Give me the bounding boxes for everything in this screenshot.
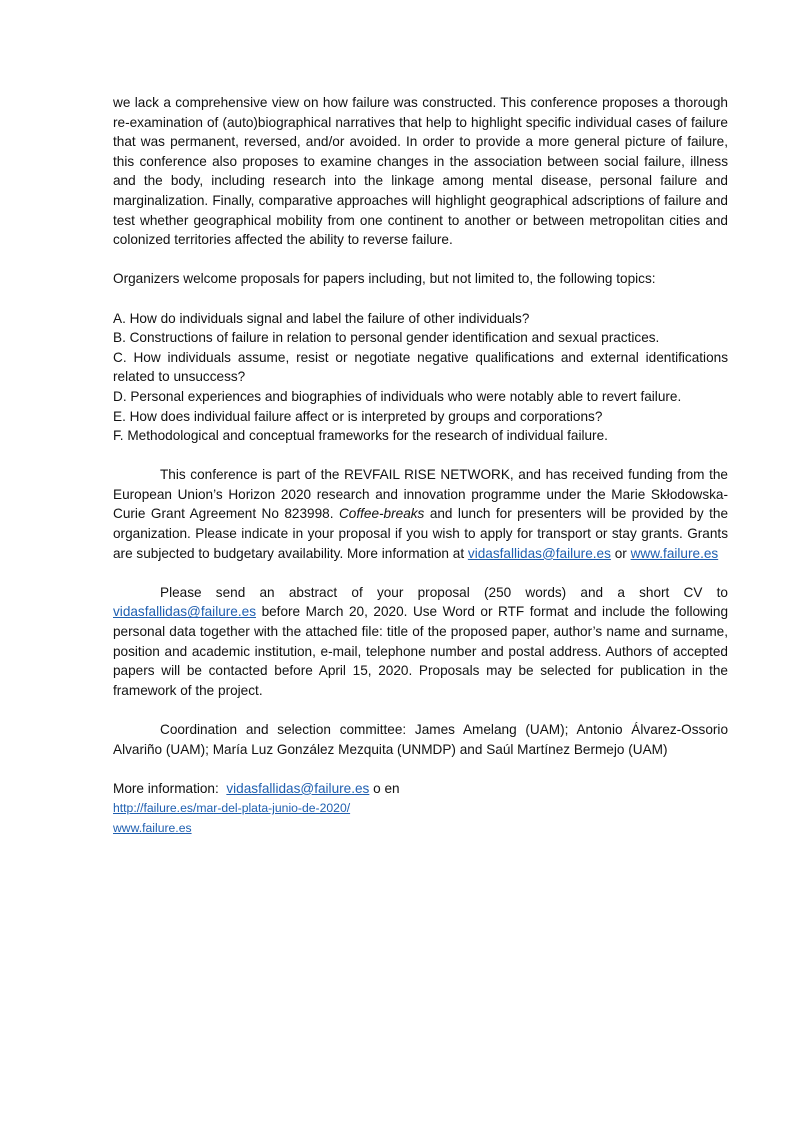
topic-item: D. Personal experiences and biographies of individuals who were notably able to revert failure. [113,388,682,404]
intro-paragraph: we lack a comprehensive view on how failure was constructed. This conference proposes a thorough re-examination of (auto)biographical narratives that help to highlight specific individual cases of failure that was permanent, reversed, and/or avoided. In order to provide a more general picture of failure, this conference also proposes to examine changes in the association between social failure, illness and the body, including research into the linkage among mental disease, personal failure and marginalization. Finally, comparative approaches will highlight geographical adscriptions of failure and test whether geographical mobility from one continent to another or between metropolitan cities and colonized territories affected the ability to reverse failure. [113,95,728,248]
website-link[interactable]: www.failure.es [630,545,719,561]
submission-text: Please send an abstract of your proposal (250 words) and a short CV to [160,584,728,600]
document-page [113,93,728,838]
event-url-link[interactable]: http://failure.es/mar-del-plata-junio-de-2020/ [113,801,351,816]
more-info-line [113,779,728,799]
topic-item: B. Constructions of failure in relation to personal gender identification and sexual practices. [113,330,660,346]
topic-item: F. Methodological and conceptual frameworks for the research of individual failure. [113,428,608,444]
topic-item: C. How individuals assume, resist or negotiate negative qualifications and external identifications related to unsuccess? [113,349,728,385]
more-info-block [113,779,728,838]
topics-list [113,309,728,446]
committee-paragraph: Coordination and selection committee: James Amelang (UAM); Antonio Álvarez-Ossorio Alvariño (UAM); María Luz González Mezquita (UNMDP) and Saúl Martínez Bermejo (UAM) [113,722,728,757]
topics-intro: Organizers welcome proposals for papers including, but not limited to, the following topics: [113,271,656,287]
topic-item: A. How do individuals signal and label the failure of other individuals? [113,310,530,326]
coffee-breaks-text: Coffee-breaks [338,506,425,522]
more-info-connector: o en [373,780,400,796]
more-info-website-link[interactable]: www.failure.es [113,820,192,835]
or-text: or [614,545,627,561]
funding-paragraph [113,465,728,563]
topic-item: E. How does individual failure affect or is interpreted by groups and corporations? [113,408,603,424]
funding-text-continued: and lunch for presenters will be provided by the organization. Please indicate in your proposal if you wish to apply for transport or stay grants. Grants are subjected to budgetary availability. More information at [113,506,729,561]
submission-text-continued: before March 20, 2020. Use Word or RTF format and include the following personal data together with the attached file: title of the proposed paper, author’s name and surname, position and academic institution, e-mail, telephone number and postal address. Authors of accepted papers will be contacted before April 15, 2020. Proposals may be selected for publication in the framework of the project. [113,604,729,698]
more-info-label: More information: [113,780,219,796]
funding-text: This conference is part of the REVFAIL RISE NETWORK, and has received funding from the European Union’s Horizon 2020 research and innovation programme under the Marie Skłodowska-Curie Grant Agreement No 823998. [113,467,728,522]
more-info-email-link[interactable]: vidasfallidas@failure.es [226,780,370,796]
submission-email-link[interactable]: vidasfallidas@failure.es [113,604,257,620]
email-link[interactable]: vidasfallidas@failure.es [467,545,611,561]
submission-paragraph [113,583,728,701]
